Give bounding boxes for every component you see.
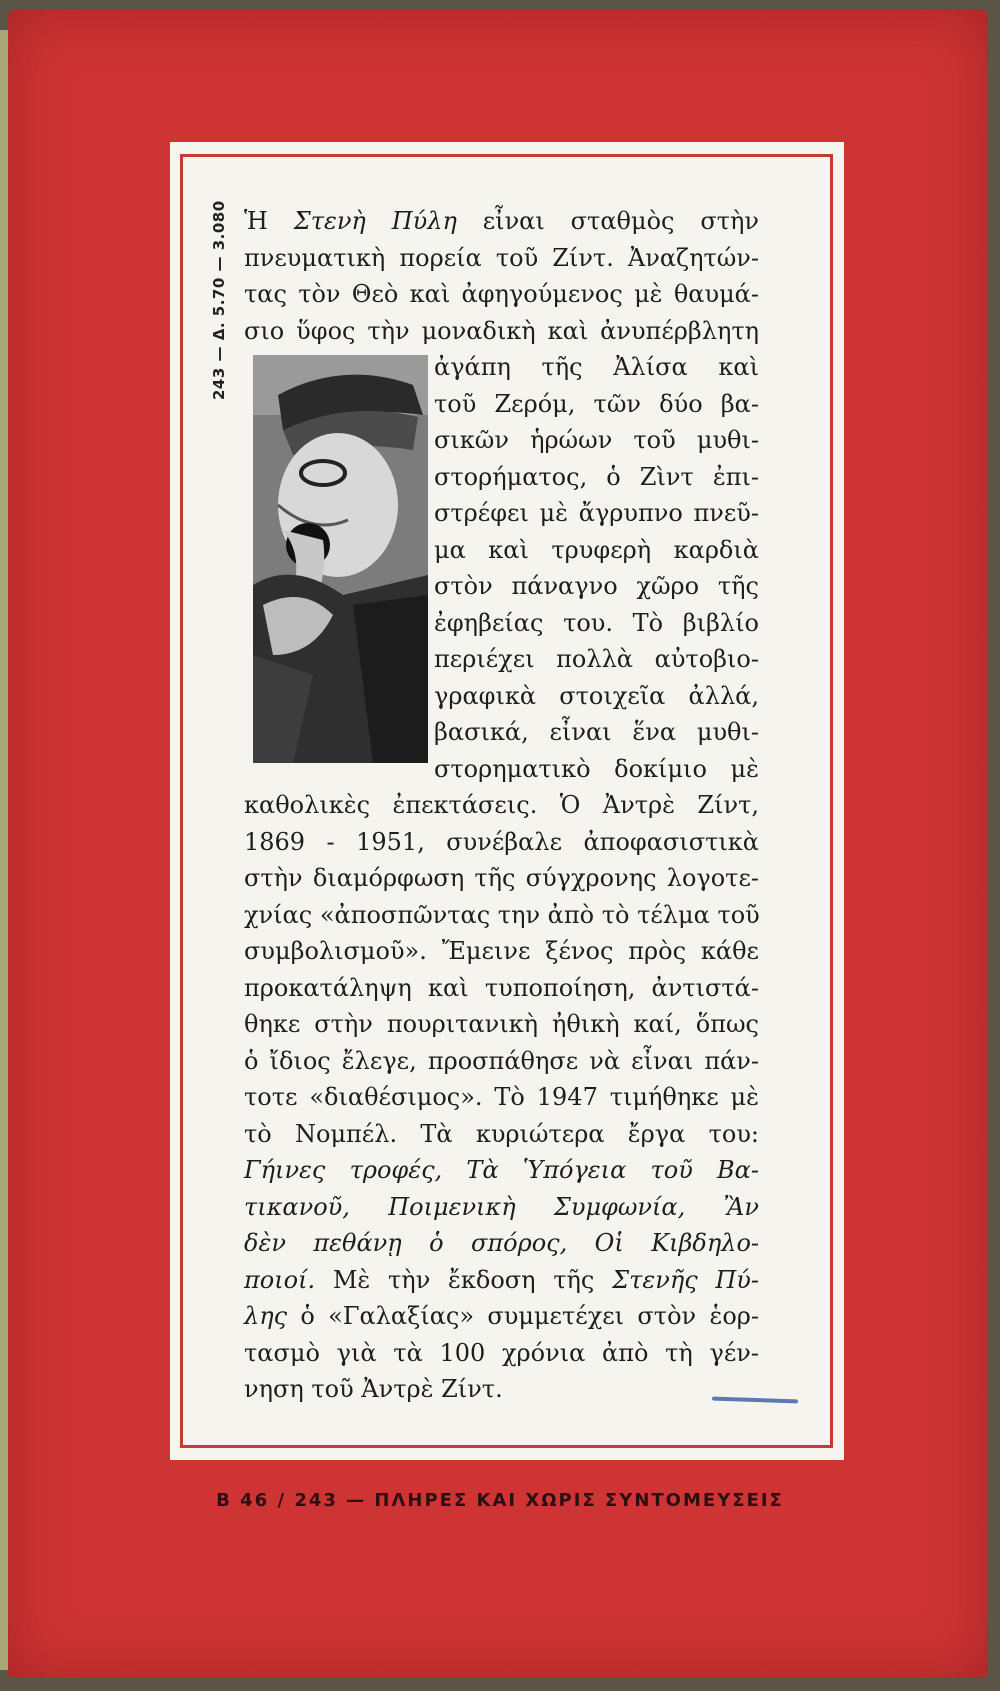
blurb-line: [244, 276, 759, 313]
blurb-line: [244, 422, 759, 459]
back-cover-blurb: [244, 203, 759, 1408]
blurb-line: [244, 824, 759, 861]
italic-title: δὲν πεθάνῃ ὁ σπόρος, Οἱ Κιβδηλο-: [244, 1229, 759, 1257]
blurb-line: [244, 313, 759, 350]
blurb-line: [244, 1298, 759, 1335]
blurb-text: εἶναι σταθμὸς στὴν: [456, 207, 759, 235]
blurb-line: [244, 787, 759, 824]
blurb-text: Μὲ τὴν ἔκδοση τῆς: [315, 1265, 613, 1294]
blurb-text: ἀγάπη τῆς Ἀλίσα καὶ: [434, 353, 759, 381]
blurb-text: ὁ «Γαλαξίας» συμμετέχει στὸν ἑορ-: [287, 1302, 759, 1330]
blurb-line: [244, 1079, 759, 1116]
blurb-text: στὴν διαμόρφωση τῆς σύγχρονης λογοτε-: [244, 864, 759, 892]
blurb-line: [244, 1152, 759, 1189]
blurb-text: σικῶν ἡρώων τοῦ μυθι-: [434, 426, 759, 454]
blurb-line: [244, 678, 759, 715]
blurb-text: τοῦ Ζερόμ, τῶν δύο βα-: [434, 389, 759, 418]
blurb-text: σιο ὕφος τὴν μοναδικὴ καὶ ἀνυπέρβλητη: [244, 316, 759, 345]
blurb-line: [244, 714, 759, 751]
blurb-text: στορηματικὸ δοκίμιο μὲ: [434, 754, 759, 783]
blurb-text: μα καὶ τρυφερὴ καρδιὰ: [434, 535, 759, 564]
blurb-text: 1869 - 1951, συνέβαλε ἀποφασιστικὰ: [244, 827, 759, 856]
blurb-line: [244, 240, 759, 277]
italic-title: τικανοῦ, Ποιμενικὴ Συμφωνία, Ἂν: [244, 1192, 759, 1221]
blurb-line: [244, 641, 759, 678]
blurb-line: [244, 970, 759, 1007]
italic-title: Γήινες τροφές, Τὰ Ὑπόγεια τοῦ Βα-: [244, 1156, 759, 1184]
blurb-line: [244, 386, 759, 423]
blurb-line: [244, 897, 759, 934]
blurb-line: [244, 459, 759, 496]
blurb-line: [244, 568, 759, 605]
blurb-line: [244, 1116, 759, 1153]
blurb-text: τας τὸν Θεὸ καὶ ἀφηγούμενος μὲ θαυμά-: [244, 280, 759, 308]
blurb-line: [244, 1189, 759, 1226]
blurb-text: συμβολισμοῦ». Ἔμεινε ξένος πρὸς κάθε: [244, 937, 759, 965]
blurb-line: [244, 349, 759, 386]
blurb-text: τασμὸ γιὰ τὰ 100 χρόνια ἀπὸ τὴ γέν-: [244, 1338, 759, 1367]
blurb-text: καθολικὲς ἐπεκτάσεις. Ὁ Ἀντρὲ Ζίντ,: [244, 791, 759, 819]
blurb-line: [244, 1006, 759, 1043]
blurb-text: τοτε «διαθέσιμος». Τὸ 1947 τιμήθηκε μὲ: [244, 1083, 759, 1111]
blurb-line: [244, 1371, 759, 1408]
blurb-text: στορήματος, ὁ Ζὶντ ἐπι-: [434, 462, 759, 491]
blurb-line: [244, 860, 759, 897]
blurb-text: στὸν πάναγνο χῶρο τῆς: [434, 572, 759, 600]
blurb-line: [244, 532, 759, 569]
side-price-code: 243 — Δ. 5.70 — 3.080: [210, 200, 228, 400]
blurb-text: χνίας «ἀποσπῶντας την ἀπὸ τὸ τέλμα τοῦ: [244, 900, 760, 929]
blurb-text: πνευματικὴ πορεία τοῦ Ζίντ. Ἀναζητών-: [244, 243, 759, 272]
series-line: Β 46 / 243 — ΠΛΗΡΕΣ ΚΑΙ ΧΩΡΙΣ ΣΥΝΤΟΜΕΥΣΕΙΣ: [216, 1490, 784, 1511]
blurb-text: περιέχει πολλὰ αὐτοβιο-: [434, 645, 759, 673]
blurb-text: ὁ ἴδιος ἔλεγε, προσπάθησε νὰ εἶναι πάν-: [244, 1046, 759, 1075]
italic-title: ποιοί.: [244, 1265, 316, 1294]
blurb-text: νηση τοῦ Ἀντρὲ Ζίντ.: [244, 1375, 503, 1403]
blurb-line: [244, 1225, 759, 1262]
blurb-line: [244, 203, 759, 240]
italic-title: Στενὴ Πύλη: [293, 207, 457, 235]
blurb-text: στρέφει μὲ ἄγρυπνο πνεῦ-: [434, 499, 759, 527]
blurb-text: ἐφηβείας του. Τὸ βιβλίο: [434, 608, 759, 637]
blurb-line: [244, 1335, 759, 1372]
italic-title: Στενῆς Πύ-: [612, 1265, 760, 1294]
blurb-line: [244, 605, 759, 642]
blurb-text: βασικά, εἶναι ἕνα μυθι-: [434, 718, 759, 746]
blurb-text: Ἡ: [244, 207, 294, 235]
blurb-text: θηκε στὴν πουριτανικὴ ἠθικὴ καί, ὅπως: [244, 1010, 759, 1038]
blurb-text: προκατάληψη καὶ τυποποίηση, ἀντιστά-: [244, 973, 759, 1002]
blurb-line: [244, 1043, 759, 1080]
blurb-line: [244, 751, 759, 788]
blurb-line: [244, 1262, 759, 1299]
blurb-text: τὸ Νομπέλ. Τὰ κυριώτερα ἔργα του:: [244, 1119, 759, 1148]
blurb-text: γραφικὰ στοιχεῖα ἀλλά,: [434, 681, 759, 710]
blurb-line: [244, 495, 759, 532]
blurb-line: [244, 933, 759, 970]
italic-title: λης: [244, 1302, 288, 1330]
